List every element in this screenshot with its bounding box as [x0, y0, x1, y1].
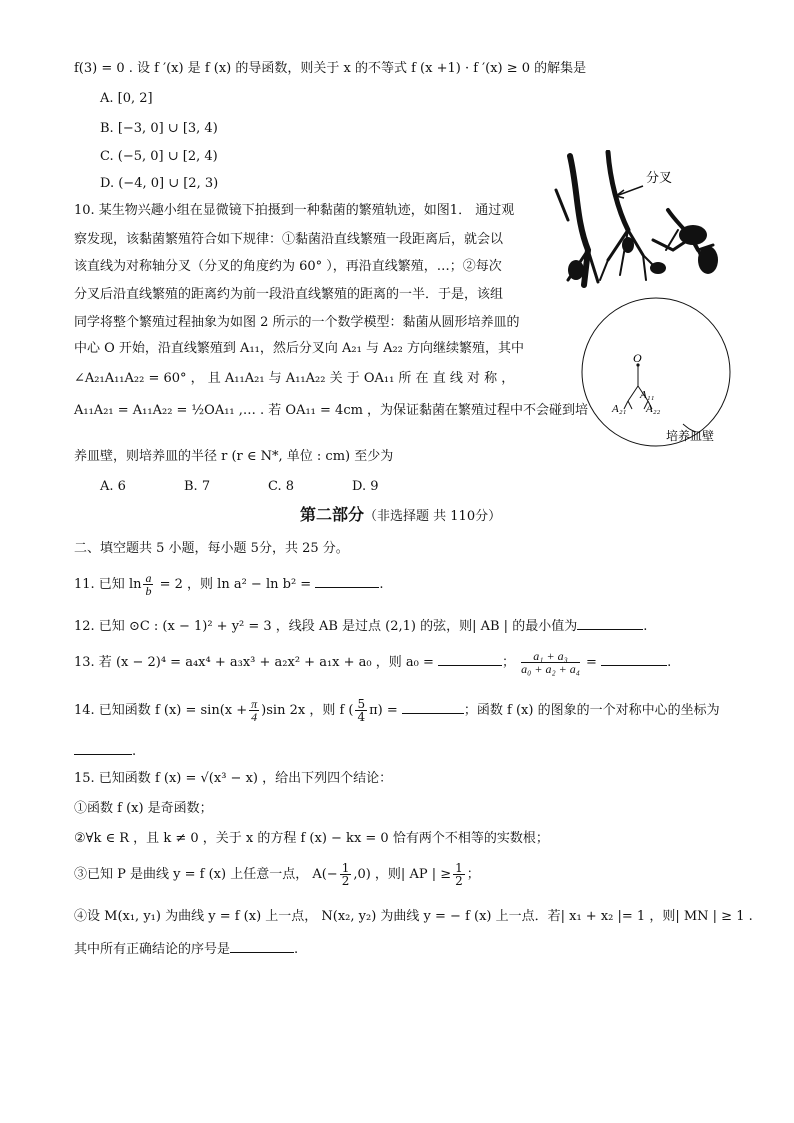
fig2-a22-label: A₂₂ [646, 403, 661, 415]
question-11: 11. 已知 ln $\frac{a}{b}$ = 2 ，则 ln a² − ln b² = . [74, 571, 384, 598]
q15-answer-blank[interactable] [230, 938, 294, 953]
q9-option-c[interactable]: C. (−5, 0] ∪ [2, 4) [100, 149, 218, 164]
q10-line-3: 该直线为对称轴分叉（分叉的角度约为 60° ），再沿直线繁殖，…；②每次 [74, 259, 502, 274]
q15-conclusion-2: ②∀k ∈ R ，且 k ≠ 0 ，关于 x 的方程 f (x) − kx = 0 恰有两个不相等的实数根； [74, 831, 549, 846]
q10-option-b[interactable]: B. 7 [184, 479, 211, 494]
figure-2-petri-dish [566, 296, 756, 452]
q9-option-d[interactable]: D. (−4, 0] ∪ [2, 3) [100, 176, 219, 191]
part-2-heading: 第二部分（非选择题 共 110分） [300, 505, 502, 524]
question-14-line-2: . [74, 740, 136, 761]
section-2-instructions: 二、填空题共 5 小题，每小题 5分，共 25 分。 [74, 541, 349, 556]
q10-option-d[interactable]: D. 9 [352, 479, 379, 494]
fig2-o-label: O [633, 351, 642, 365]
q10-line-5: 同学将整个繁殖过程抽象为如图 2 所示的一个数学模型：黏菌从圆形培养皿的 [74, 315, 520, 330]
q15-conclusion-1: ①函数 f (x) 是奇函数； [74, 801, 213, 816]
q13-answer-blank-2[interactable] [601, 651, 667, 666]
q14-answer-blank-2[interactable] [74, 740, 132, 755]
q10-option-a[interactable]: A. 6 [100, 479, 126, 494]
q9-stem: f(3) = 0 . 设 f ′(x) 是 f (x) 的导函数，则关于 x 的不等式 f (x +1) · f ′(x) ≥ 0 的解集是 [74, 61, 587, 76]
q15-conclusion-3: ③已知 P 是曲线 y = f (x) 上任意一点， A(− $\frac{1}{2}$ ,0) ，则| AP | ≥ $\frac{1}{2}$ ； [74, 861, 480, 888]
q10-line-1: 10. 某生物兴趣小组在显微镜下拍摄到一种黏菌的繁殖轨迹，如图1． 通过观 [74, 203, 515, 218]
q15-conclusion-4: ④设 M(x₁, y₁) 为曲线 y = f (x) 上一点， N(x₂, y₂) 为曲线 y = − f (x) 上一点．若| x₁ + x₂ |= 1 ，则| MN | ≥ 1 . [74, 909, 753, 924]
q15-final-question: 其中所有正确结论的序号是 . [74, 938, 298, 959]
fig2-a11-label: A₁₁ [640, 389, 655, 401]
q10-line-7: ∠A₂₁A₁₁A₂₂ = 60° ， 且 A₁₁A₂₁ 与 A₁₁A₂₂ 关 于 OA₁₁ 所 在 直 线 对 称 ， [74, 371, 515, 386]
q13-answer-blank-1[interactable] [438, 651, 502, 666]
fig2-wall-label: 培养皿壁 [666, 429, 715, 443]
q11-answer-blank[interactable] [315, 573, 379, 588]
q10-option-c[interactable]: C. 8 [268, 479, 295, 494]
fig1-fork-label: 分叉 [646, 170, 673, 185]
q10-line-8: A₁₁A₂₁ = A₁₁A₂₂ = ½OA₁₁ ,… . 若 OA₁₁ = 4cm ，为保证黏菌在繁殖过程中不会碰到培 [74, 403, 589, 418]
fig2-a21-label: A₂₁ [612, 403, 627, 415]
q10-line-6: 中心 O 开始，沿直线繁殖到 A₁₁，然后分叉向 A₂₁ 与 A₂₂ 方向继续繁殖，其中 [74, 341, 525, 356]
question-14: 14. 已知函数 f (x) = sin(x + $\frac{\pi}{4}$ )sin 2x ，则 f ( $\frac{5}{4}$ π) = ；函数 f (x) 的图象的一个对称中心的坐标为 [74, 697, 720, 724]
q9-option-a[interactable]: A. [0, 2] [100, 91, 153, 106]
question-15-stem: 15. 已知函数 f (x) = √(x³ − x) ，给出下列四个结论： [74, 771, 393, 786]
figure-1-slime-mold [548, 150, 718, 290]
q10-line-2: 察发现，该黏菌繁殖符合如下规律：①黏菌沿直线繁殖一段距离后，就会以 [74, 232, 504, 247]
q10-line-9: 养皿壁，则培养皿的半径 r (r ∈ N*, 单位 : cm) 至少为 [74, 449, 394, 464]
question-12: 12. 已知 ⊙C : (x − 1)² + y² = 3 ，线段 AB 是过点 (2,1) 的弦，则| AB | 的最小值为 . [74, 615, 647, 636]
q10-line-4: 分叉后沿直线繁殖的距离约为前一段沿直线繁殖的距离的一半．于是，该组 [74, 287, 504, 302]
q14-answer-blank-1[interactable] [402, 699, 464, 714]
q9-option-b[interactable]: B. [−3, 0] ∪ [3, 4) [100, 121, 218, 136]
q12-answer-blank[interactable] [577, 615, 643, 630]
question-13: 13. 若 (x − 2)⁴ = a₄x⁴ + a₃x³ + a₂x² + a₁x + a₀ ，则 a₀ = ； $\frac{\text{a₁ + a₃}}{\text{a₀ + a₂ + a₄}}$ = . [74, 649, 672, 676]
